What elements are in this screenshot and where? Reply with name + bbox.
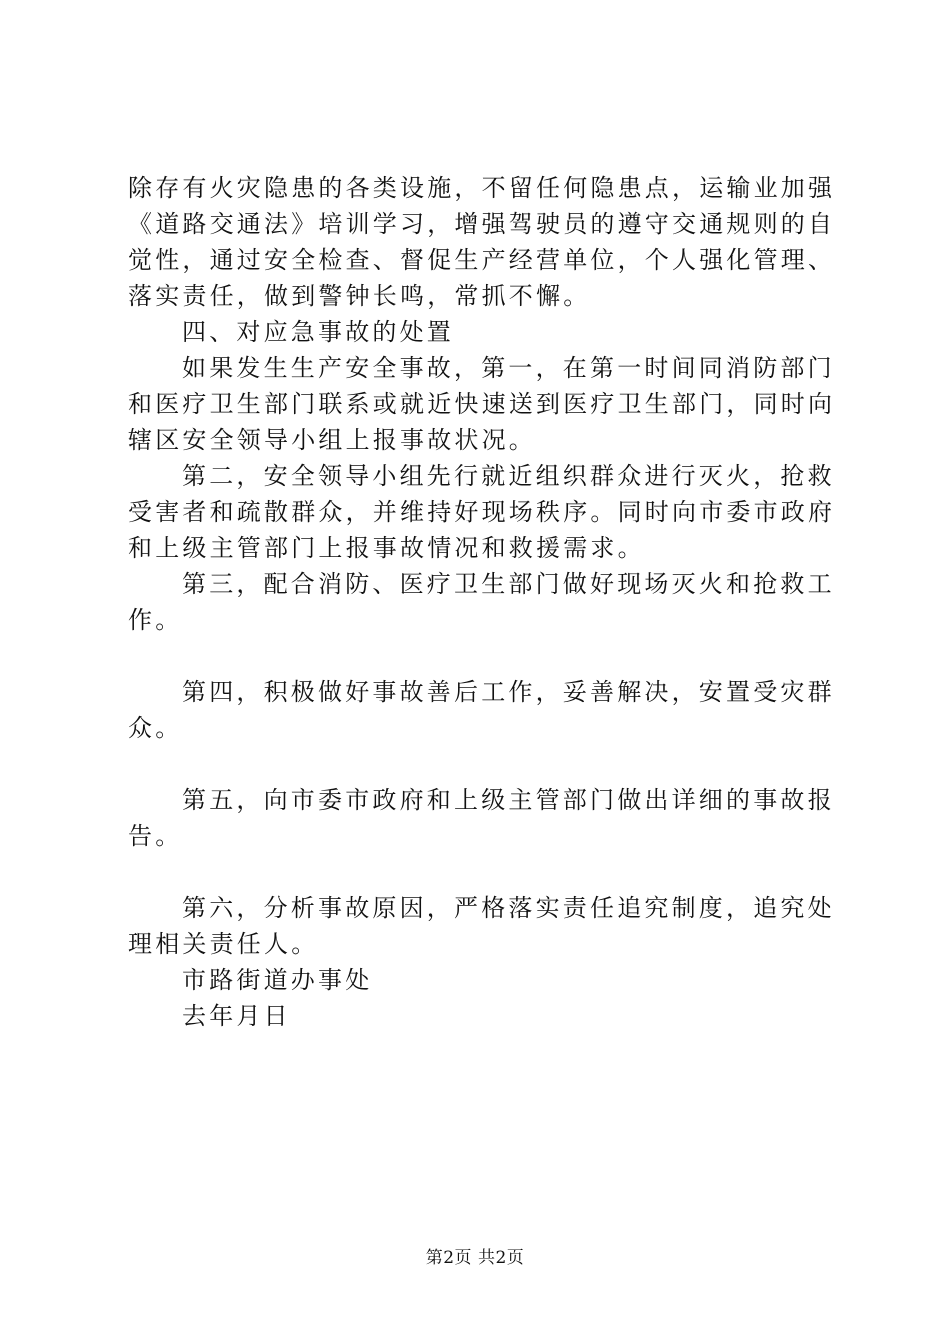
- page-number-footer: 第2页 共2页: [425, 1248, 525, 1268]
- section-heading-emergency: 四、对应急事故的处置: [182, 318, 454, 346]
- document-body: [128, 170, 848, 1034]
- paragraph-fifth-step: 第五，向市委市政府和上级主管部门做出详细的事故报告。: [128, 786, 835, 850]
- signature-date: 去年月日: [182, 1002, 291, 1030]
- paragraph-second-step: 第二，安全领导小组先行就近组织群众进行灭火，抢救受害者和疏散群众，并维持好现场秩序。同时向市委市政府和上级主管部门上报事故情况和救援需求。: [128, 462, 836, 562]
- signature-office: 市路街道办事处: [182, 966, 373, 994]
- paragraph-third-step: 第三，配合消防、医疗卫生部门做好现场灭火和抢救工作。: [128, 570, 835, 634]
- paragraph-sixth-step: 第六，分析事故原因，严格落实责任追究制度，追究处理相关责任人。: [128, 894, 835, 958]
- paragraph-first-step: 如果发生生产安全事故，第一，在第一时间同消防部门和医疗卫生部门联系或就近快速送到医疗卫生部门，同时向辖区安全领导小组上报事故状况。: [128, 354, 836, 454]
- paragraph-fire-hazard: 除存有火灾隐患的各类设施，不留任何隐患点，运输业加强《道路交通法》培训学习，增强驾驶员的遵守交通规则的自觉性，通过安全检查、督促生产经营单位，个人强化管理、落实责任，做到警钟长鸣，常抓不懈。: [128, 174, 836, 310]
- paragraph-fourth-step: 第四，积极做好事故善后工作，妥善解决，安置受灾群众。: [128, 678, 835, 742]
